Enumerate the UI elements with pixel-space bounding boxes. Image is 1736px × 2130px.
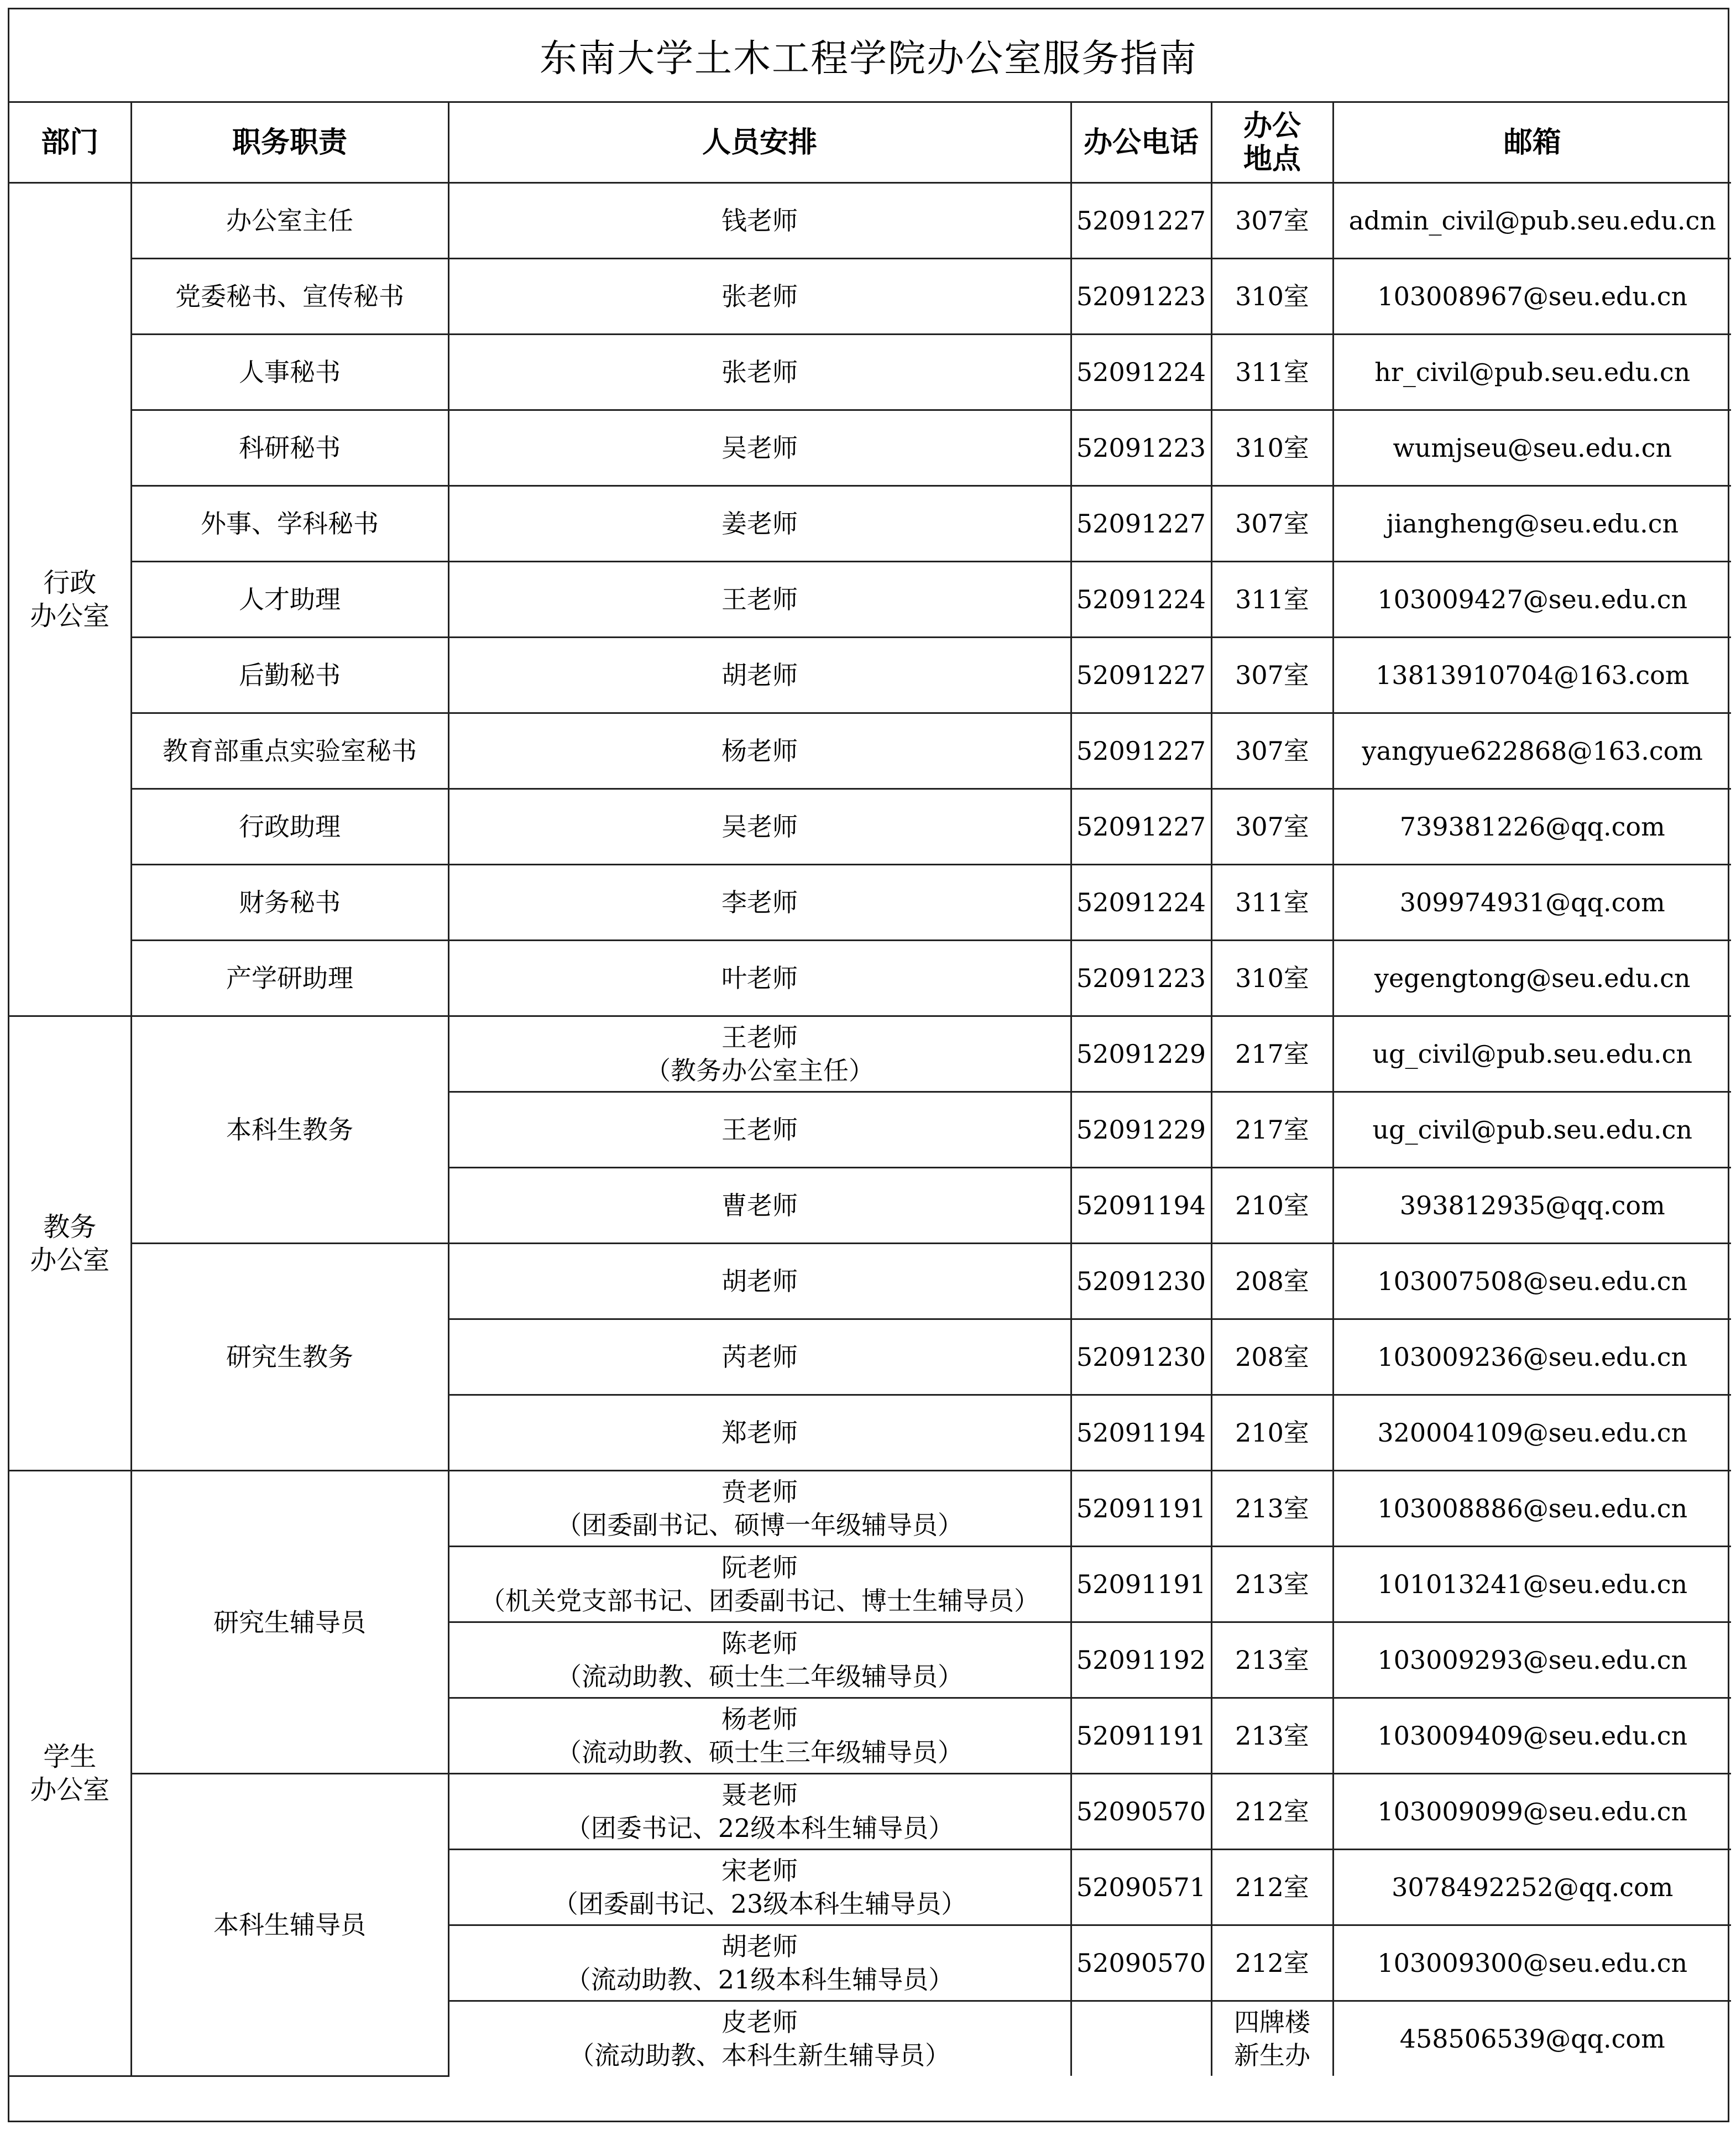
- location-cell: [1211, 259, 1333, 335]
- table-row: [9, 789, 1731, 865]
- phone-cell: 52090570: [1071, 1925, 1211, 2001]
- location-cell: [1211, 1319, 1333, 1395]
- email-cell: 3078492252@qq.com: [1333, 1850, 1731, 1925]
- dept-name-line2: 办公室: [30, 601, 110, 631]
- staff-cell: [448, 1092, 1071, 1168]
- location-cell: [1211, 1622, 1333, 1698]
- duty-cell: 外事、学科秘书: [131, 486, 448, 562]
- staff-cell: [448, 1168, 1071, 1244]
- staff-cell: [448, 1925, 1071, 2001]
- staff-cell: [448, 789, 1071, 865]
- staff-cell: [448, 1016, 1071, 1092]
- staff-cell: [448, 1850, 1071, 1925]
- location-cell: [1211, 410, 1333, 486]
- room-number: 217室: [1235, 1039, 1309, 1069]
- room-number: 213室: [1235, 1645, 1309, 1675]
- staff-cell: [448, 1774, 1071, 1850]
- email-cell: 103009099@seu.edu.cn: [1333, 1774, 1731, 1850]
- phone-cell: 52091194: [1071, 1395, 1211, 1471]
- staff-name: 陈老师: [721, 1628, 798, 1658]
- phone-cell: 52091229: [1071, 1016, 1211, 1092]
- dept-name-line1: 教务: [43, 1211, 97, 1242]
- duty-cell: 教育部重点实验室秘书: [131, 713, 448, 789]
- staff-cell: [448, 183, 1071, 259]
- service-guide-sheet: [8, 8, 1729, 2122]
- room-number: 217室: [1235, 1115, 1309, 1145]
- staff-cell: [448, 941, 1071, 1016]
- email-cell: 13813910704@163.com: [1333, 638, 1731, 713]
- staff-note: （团委书记、22级本科生辅导员）: [565, 1813, 954, 1843]
- email-cell: 458506539@qq.com: [1333, 2001, 1731, 2076]
- staff-name: 贲老师: [721, 1477, 798, 1507]
- header-location-line1: 办公: [1243, 108, 1301, 143]
- room-number: 307室: [1235, 206, 1309, 236]
- header-phone: 办公电话: [1071, 103, 1211, 183]
- room-number: 208室: [1235, 1342, 1309, 1372]
- email-cell: jiangheng@seu.edu.cn: [1333, 486, 1731, 562]
- location-cell: [1211, 562, 1333, 638]
- room-number: 307室: [1235, 736, 1309, 766]
- header-staff: 人员安排: [448, 103, 1071, 183]
- phone-cell: 52091224: [1071, 335, 1211, 410]
- duty-cell: 财务秘书: [131, 865, 448, 941]
- location-cell: [1211, 713, 1333, 789]
- location-cell: [1211, 1168, 1333, 1244]
- table-row: [9, 410, 1731, 486]
- duty-cell: 人才助理: [131, 562, 448, 638]
- phone-cell: 52090570: [1071, 1774, 1211, 1850]
- header-dept: 部门: [9, 103, 131, 183]
- table-row: [9, 335, 1731, 410]
- room-number: 208室: [1235, 1266, 1309, 1296]
- staff-cell: [448, 1698, 1071, 1774]
- staff-name: 胡老师: [721, 660, 798, 690]
- location-cell: [1211, 941, 1333, 1016]
- phone-cell: 52091194: [1071, 1168, 1211, 1244]
- room-number: 307室: [1235, 660, 1309, 690]
- duty-cell: 本科生教务: [131, 1016, 448, 1244]
- staff-name: 皮老师: [721, 2007, 798, 2037]
- staff-note: （流动助教、硕士生三年级辅导员）: [556, 1737, 963, 1767]
- location-cell: [1211, 865, 1333, 941]
- duty-cell: 行政助理: [131, 789, 448, 865]
- room-number: 307室: [1235, 812, 1309, 842]
- phone-cell: 52090571: [1071, 1850, 1211, 1925]
- dept-name-line2: 办公室: [30, 1774, 110, 1805]
- staff-cell: [448, 259, 1071, 335]
- location-cell: [1211, 1395, 1333, 1471]
- location-cell: [1211, 638, 1333, 713]
- location-cell: [1211, 1850, 1333, 1925]
- staff-name: 胡老师: [721, 1931, 798, 1961]
- room-number: 311室: [1235, 888, 1309, 917]
- duty-cell: 党委秘书、宣传秘书: [131, 259, 448, 335]
- location-cell: [1211, 1471, 1333, 1547]
- room-number: 212室: [1235, 1948, 1309, 1978]
- dept-name-line1: 学生: [43, 1741, 97, 1772]
- duty-cell: 研究生教务: [131, 1244, 448, 1471]
- staff-cell: [448, 1319, 1071, 1395]
- table-row: [9, 941, 1731, 1016]
- email-cell: ug_civil@pub.seu.edu.cn: [1333, 1092, 1731, 1168]
- email-cell: 103009300@seu.edu.cn: [1333, 1925, 1731, 2001]
- header-location-line2: 地点: [1243, 142, 1301, 176]
- dept-cell: [9, 183, 131, 1016]
- staff-cell: [448, 486, 1071, 562]
- location-cell: [1211, 1016, 1333, 1092]
- email-cell: 393812935@qq.com: [1333, 1168, 1731, 1244]
- room-number: 213室: [1235, 1721, 1309, 1751]
- room-number: 212室: [1235, 1872, 1309, 1902]
- staff-note: （流动助教、本科生新生辅导员）: [569, 2040, 950, 2070]
- staff-cell: [448, 335, 1071, 410]
- staff-name: 杨老师: [721, 1704, 798, 1734]
- staff-name: 曹老师: [721, 1191, 798, 1220]
- staff-name: 吴老师: [721, 812, 798, 842]
- staff-name: 姜老师: [721, 509, 798, 539]
- location-cell: [1211, 486, 1333, 562]
- room-number: 310室: [1235, 433, 1309, 463]
- phone-cell: 52091227: [1071, 638, 1211, 713]
- table-row: [9, 183, 1731, 259]
- table-row: [9, 1471, 1731, 1547]
- email-cell: 103008967@seu.edu.cn: [1333, 259, 1731, 335]
- location-cell: [1211, 335, 1333, 410]
- service-table: [9, 103, 1731, 2077]
- table-row: [9, 638, 1731, 713]
- table-row: [9, 865, 1731, 941]
- header-row: [9, 103, 1731, 183]
- email-cell: 103008886@seu.edu.cn: [1333, 1471, 1731, 1547]
- duty-cell: 办公室主任: [131, 183, 448, 259]
- email-cell: 320004109@seu.edu.cn: [1333, 1395, 1731, 1471]
- staff-cell: [448, 1622, 1071, 1698]
- staff-cell: [448, 865, 1071, 941]
- header-email: 邮箱: [1333, 103, 1731, 183]
- email-cell: 103007508@seu.edu.cn: [1333, 1244, 1731, 1319]
- room-number: 210室: [1235, 1191, 1309, 1220]
- staff-name: 宋老师: [721, 1856, 798, 1886]
- table-row: [9, 1244, 1731, 1319]
- room-number: 311室: [1235, 584, 1309, 614]
- duty-cell: 本科生辅导员: [131, 1774, 448, 2076]
- staff-cell: [448, 638, 1071, 713]
- staff-name: 王老师: [721, 1115, 798, 1145]
- staff-cell: [448, 410, 1071, 486]
- phone-cell: 52091227: [1071, 713, 1211, 789]
- email-cell: 103009409@seu.edu.cn: [1333, 1698, 1731, 1774]
- room-number: 四牌楼: [1234, 2007, 1310, 2037]
- staff-note: （团委副书记、硕博一年级辅导员）: [556, 1510, 963, 1540]
- duty-cell: 产学研助理: [131, 941, 448, 1016]
- email-cell: ug_civil@pub.seu.edu.cn: [1333, 1016, 1731, 1092]
- location-cell: [1211, 1774, 1333, 1850]
- email-cell: hr_civil@pub.seu.edu.cn: [1333, 335, 1731, 410]
- email-cell: admin_civil@pub.seu.edu.cn: [1333, 183, 1731, 259]
- staff-name: 阮老师: [721, 1553, 798, 1583]
- header-location: [1211, 103, 1333, 183]
- staff-name: 杨老师: [721, 736, 798, 766]
- title-row: [9, 9, 1728, 103]
- phone-cell: 52091227: [1071, 486, 1211, 562]
- location-cell: [1211, 1925, 1333, 2001]
- room-number: 213室: [1235, 1494, 1309, 1523]
- header-duty: 职务职责: [131, 103, 448, 183]
- staff-cell: [448, 1244, 1071, 1319]
- staff-name: 王老师: [721, 584, 798, 614]
- staff-cell: [448, 2001, 1071, 2076]
- email-cell: yangyue622868@163.com: [1333, 713, 1731, 789]
- staff-cell: [448, 1547, 1071, 1622]
- phone-cell: 52091223: [1071, 259, 1211, 335]
- room-number: 307室: [1235, 509, 1309, 539]
- location-cell: [1211, 1092, 1333, 1168]
- phone-cell: 52091224: [1071, 865, 1211, 941]
- staff-cell: [448, 1395, 1071, 1471]
- location-cell: [1211, 1698, 1333, 1774]
- staff-cell: [448, 713, 1071, 789]
- room-number: 310室: [1235, 963, 1309, 993]
- phone-cell: 52091223: [1071, 410, 1211, 486]
- staff-note: （机关党支部书记、团委副书记、博士生辅导员）: [480, 1586, 1039, 1616]
- location-cell: [1211, 2001, 1333, 2076]
- location-cell: [1211, 183, 1333, 259]
- email-cell: 103009427@seu.edu.cn: [1333, 562, 1731, 638]
- table-body: [9, 183, 1731, 2076]
- staff-name: 张老师: [721, 281, 798, 311]
- location-cell: [1211, 789, 1333, 865]
- duty-cell: 后勤秘书: [131, 638, 448, 713]
- table-row: [9, 1016, 1731, 1092]
- location-cell: [1211, 1547, 1333, 1622]
- phone-cell: 52091227: [1071, 789, 1211, 865]
- staff-name: 王老师: [721, 1022, 798, 1052]
- phone-cell: 52091223: [1071, 941, 1211, 1016]
- email-cell: 309974931@qq.com: [1333, 865, 1731, 941]
- duty-cell: 科研秘书: [131, 410, 448, 486]
- dept-name-line2: 办公室: [30, 1244, 110, 1276]
- email-cell: 103009236@seu.edu.cn: [1333, 1319, 1731, 1395]
- staff-note: （教务办公室主任）: [645, 1056, 874, 1085]
- phone-cell: 52091230: [1071, 1319, 1211, 1395]
- staff-name: 张老师: [721, 357, 798, 387]
- room-number: 210室: [1235, 1418, 1309, 1448]
- table-row: [9, 1774, 1731, 1850]
- room-number-line2: 新生办: [1234, 2040, 1310, 2070]
- staff-note: （流动助教、21级本科生辅导员）: [565, 1965, 954, 1995]
- dept-name-line1: 行政: [43, 567, 97, 598]
- phone-cell: 52091224: [1071, 562, 1211, 638]
- dept-cell: [9, 1016, 131, 1471]
- staff-name: 胡老师: [721, 1266, 798, 1296]
- table-row: [9, 486, 1731, 562]
- staff-name: 郑老师: [721, 1418, 798, 1448]
- table-row: [9, 259, 1731, 335]
- staff-name: 聂老师: [721, 1780, 798, 1810]
- location-cell: [1211, 1244, 1333, 1319]
- staff-name: 李老师: [721, 888, 798, 917]
- phone-cell: 52091227: [1071, 183, 1211, 259]
- staff-name: 叶老师: [721, 963, 798, 993]
- staff-name: 芮老师: [721, 1342, 798, 1372]
- staff-name: 吴老师: [721, 433, 798, 463]
- staff-name: 钱老师: [721, 206, 798, 236]
- email-cell: yegengtong@seu.edu.cn: [1333, 941, 1731, 1016]
- phone-cell: 52091191: [1071, 1547, 1211, 1622]
- room-number: 310室: [1235, 281, 1309, 311]
- duty-cell: 研究生辅导员: [131, 1471, 448, 1774]
- table-row: [9, 713, 1731, 789]
- phone-cell: 52091229: [1071, 1092, 1211, 1168]
- room-number: 213室: [1235, 1569, 1309, 1599]
- phone-cell: 52091191: [1071, 1698, 1211, 1774]
- staff-cell: [448, 1471, 1071, 1547]
- phone-cell: 52091230: [1071, 1244, 1211, 1319]
- phone-cell: 52091192: [1071, 1622, 1211, 1698]
- phone-cell: 52091191: [1071, 1471, 1211, 1547]
- table-row: [9, 562, 1731, 638]
- email-cell: wumjseu@seu.edu.cn: [1333, 410, 1731, 486]
- email-cell: 101013241@seu.edu.cn: [1333, 1547, 1731, 1622]
- duty-cell: 人事秘书: [131, 335, 448, 410]
- dept-cell: [9, 1471, 131, 2076]
- room-number: 311室: [1235, 357, 1309, 387]
- staff-cell: [448, 562, 1071, 638]
- room-number: 212室: [1235, 1797, 1309, 1826]
- email-cell: 103009293@seu.edu.cn: [1333, 1622, 1731, 1698]
- staff-note: （流动助教、硕士生二年级辅导员）: [556, 1662, 963, 1692]
- phone-cell: [1071, 2001, 1211, 2076]
- page-title: 东南大学土木工程学院办公室服务指南: [539, 36, 1198, 81]
- staff-note: （团委副书记、23级本科生辅导员）: [552, 1889, 967, 1919]
- email-cell: 739381226@qq.com: [1333, 789, 1731, 865]
